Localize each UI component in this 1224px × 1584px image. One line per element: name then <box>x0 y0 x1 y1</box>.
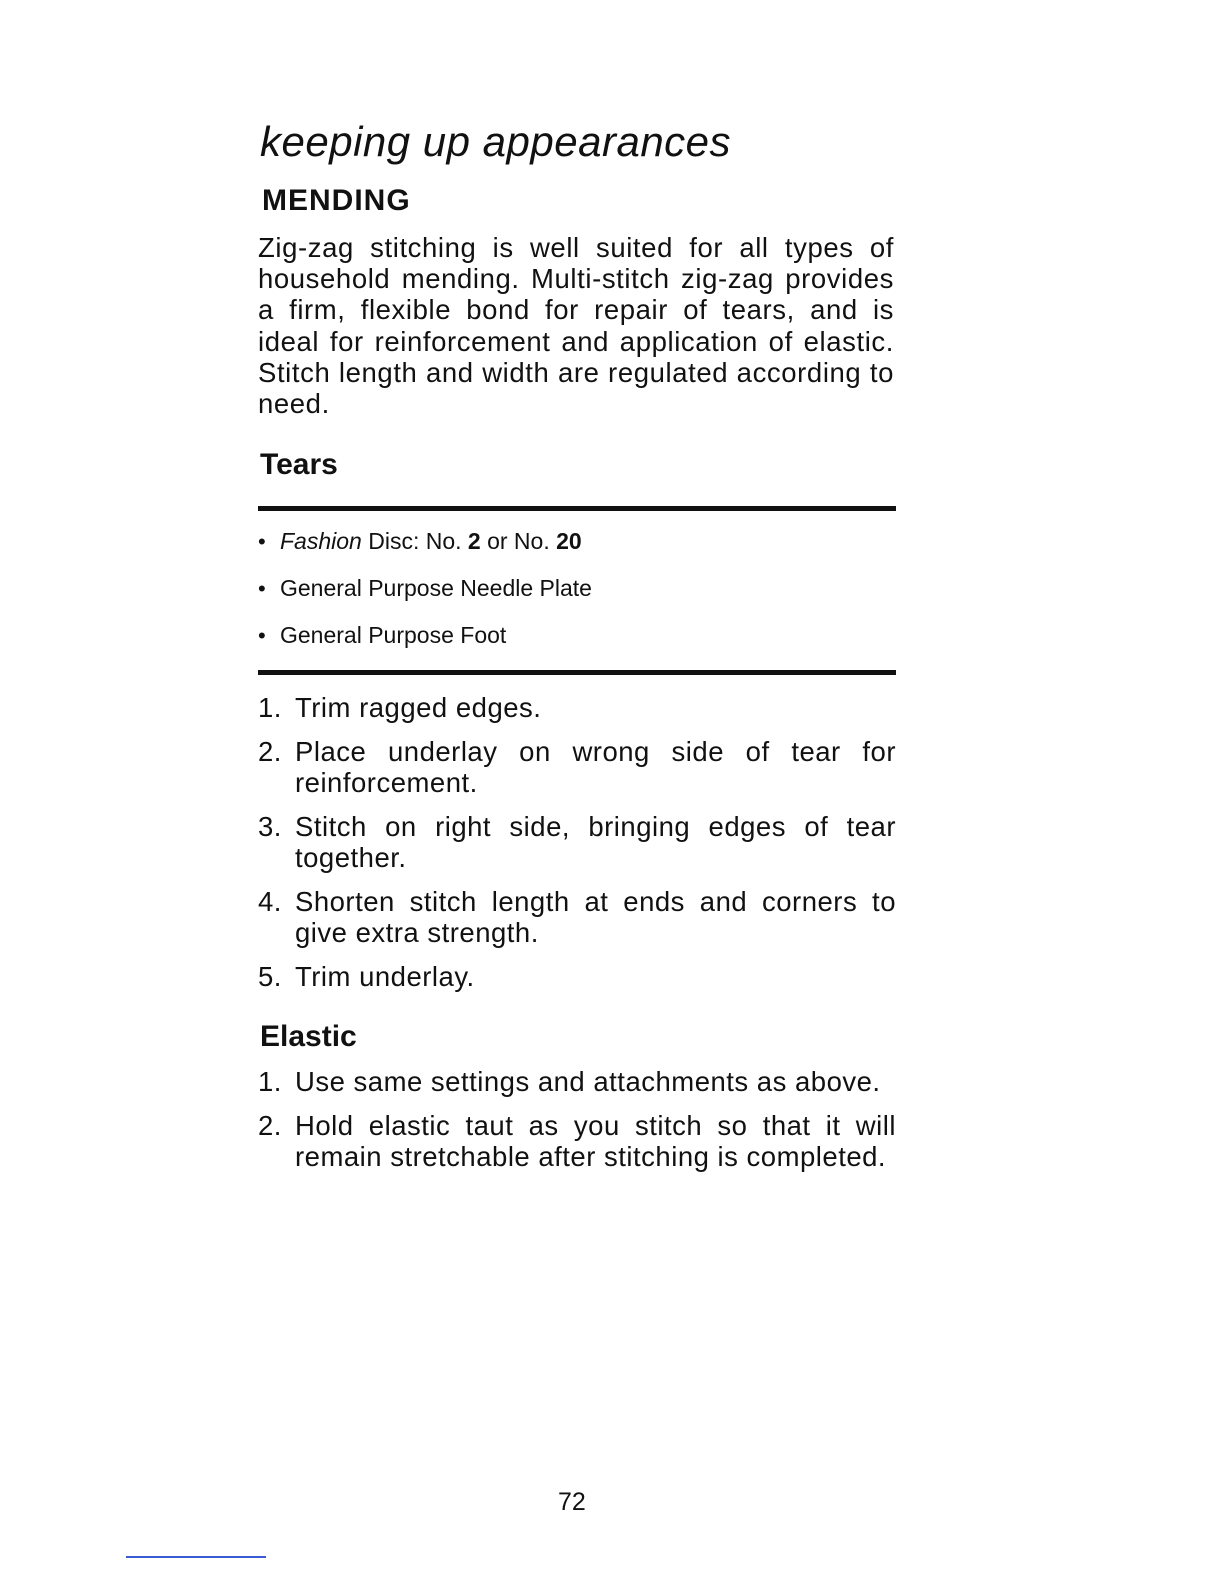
requirements-list <box>258 528 592 669</box>
step-number: 3. <box>258 811 282 842</box>
tears-heading: Tears <box>260 448 338 481</box>
requirement-needle-plate <box>258 575 592 622</box>
needle-plate-label: General Purpose Needle Plate <box>280 575 592 601</box>
step-number: 1. <box>258 692 282 723</box>
step-text: Place underlay on wrong side of tear for reinforcement. <box>295 736 896 798</box>
step-text: Shorten stitch length at ends and corners to give extra strength. <box>295 886 896 948</box>
tears-steps <box>258 692 896 1005</box>
bullet-icon: • <box>258 529 266 554</box>
disc-or: or No. <box>487 528 550 554</box>
top-divider <box>258 506 896 511</box>
page-number: 72 <box>558 1488 586 1516</box>
step-text: Trim ragged edges. <box>295 692 542 723</box>
step-number: 4. <box>258 886 282 917</box>
manual-page <box>258 0 898 1584</box>
list-item <box>258 692 896 723</box>
elastic-steps <box>258 1066 896 1185</box>
step-text: Hold elastic taut as you stitch so that it will remain stretchable after stitching is completed. <box>295 1110 896 1172</box>
disc-number-b: 20 <box>556 528 582 554</box>
elastic-heading: Elastic <box>260 1020 357 1053</box>
step-number: 5. <box>258 961 282 992</box>
bullet-icon: • <box>258 576 266 601</box>
list-item <box>258 1066 896 1097</box>
step-number: 2. <box>258 736 282 767</box>
disc-label: Disc: No. <box>368 528 462 554</box>
disc-brand: Fashion <box>280 528 362 554</box>
step-text: Stitch on right side, bringing edges of tear together. <box>295 811 896 873</box>
list-item <box>258 886 896 948</box>
list-item <box>258 811 896 873</box>
list-item <box>258 961 896 992</box>
bottom-divider <box>258 670 896 675</box>
foot-label: General Purpose Foot <box>280 622 507 648</box>
list-item <box>258 736 896 798</box>
chapter-title: keeping up appearances <box>260 118 732 165</box>
step-number: 2. <box>258 1110 282 1141</box>
bullet-icon: • <box>258 623 266 648</box>
step-number: 1. <box>258 1066 282 1097</box>
step-text: Trim underlay. <box>295 961 475 992</box>
section-title: MENDING <box>262 184 411 217</box>
disc-number-a: 2 <box>467 528 481 554</box>
step-text: Use same settings and attachments as above. <box>295 1066 881 1097</box>
intro-paragraph: Zig-zag stitching is well suited for all types of household mending. Multi-stitch zig-zag provides a firm, flexible bond for repair of tears, and is ideal for reinforcement and application of elastic. Stitch length and width are regulated according to need. <box>258 232 894 420</box>
requirement-foot <box>258 622 592 669</box>
footer-line <box>126 1556 266 1558</box>
list-item <box>258 1110 896 1172</box>
requirement-disc <box>258 528 592 575</box>
